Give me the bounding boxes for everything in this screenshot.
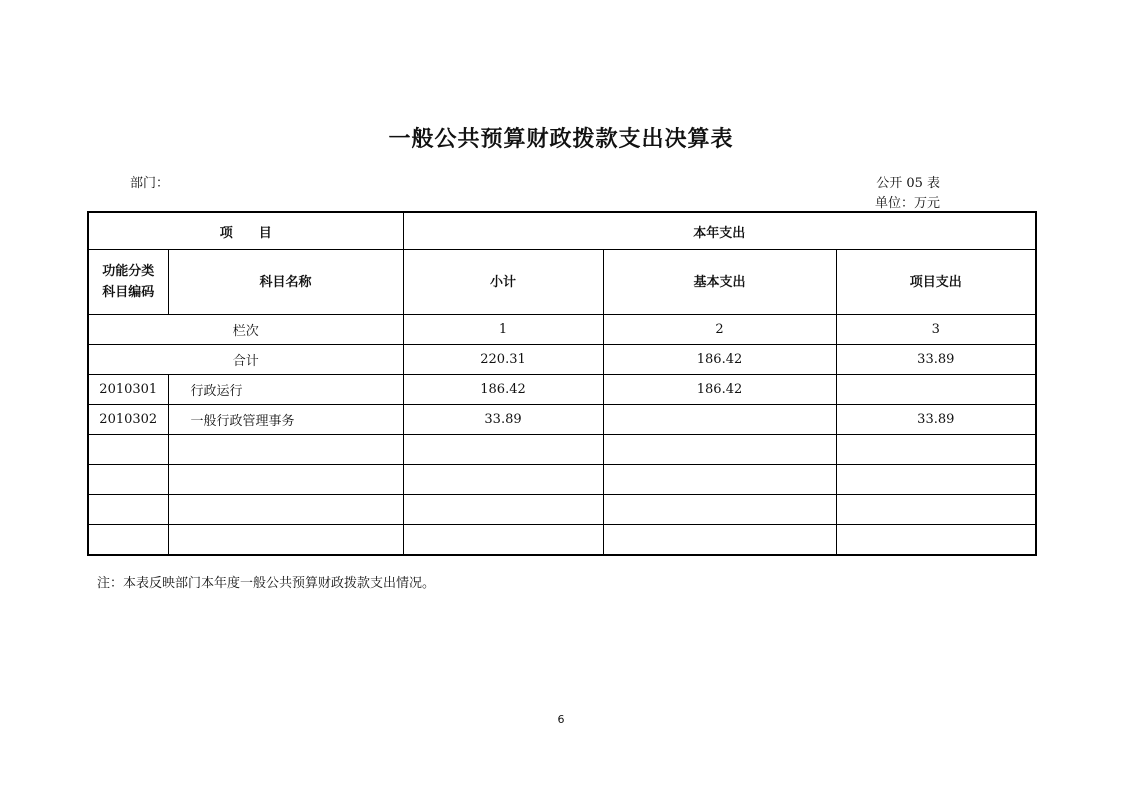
row-code: 2010302 — [88, 405, 168, 435]
column-index-2: 2 — [603, 315, 836, 345]
page-title: 一般公共预算财政拨款支出决算表 — [388, 127, 734, 152]
row-basic — [603, 435, 836, 465]
row-code: 2010301 — [88, 375, 168, 405]
group-header-row — [88, 212, 1036, 250]
page-number: 6 — [557, 713, 565, 726]
table-row — [88, 375, 1036, 405]
row-project — [836, 375, 1036, 405]
header-basic: 基本支出 — [603, 250, 836, 315]
row-code — [88, 465, 168, 495]
header-project: 项目支出 — [836, 250, 1036, 315]
form-number: 公开 05 表 — [876, 176, 940, 191]
total-subtotal: 220.31 — [403, 345, 603, 375]
table-row — [88, 495, 1036, 525]
header-item: 项 目 — [88, 212, 403, 250]
header-code-text: 功能分类 科目编码 — [102, 264, 155, 300]
row-code — [88, 525, 168, 556]
row-basic — [603, 495, 836, 525]
row-name — [168, 495, 403, 525]
row-name — [168, 465, 403, 495]
row-project: 33.89 — [836, 405, 1036, 435]
row-name: 行政运行 — [168, 375, 403, 405]
row-basic: 186.42 — [603, 375, 836, 405]
department-label: 部门： — [130, 176, 170, 191]
row-subtotal — [403, 495, 603, 525]
table-row — [88, 405, 1036, 435]
table-row — [88, 525, 1036, 556]
row-subtotal — [403, 525, 603, 556]
row-subtotal — [403, 465, 603, 495]
row-project — [836, 465, 1036, 495]
header-current-year: 本年支出 — [403, 212, 1036, 250]
row-project — [836, 525, 1036, 556]
total-label: 合计 — [88, 345, 403, 375]
column-header-row — [88, 250, 1036, 315]
row-name — [168, 525, 403, 556]
row-project — [836, 435, 1036, 465]
row-code — [88, 435, 168, 465]
table-row — [88, 435, 1036, 465]
row-subtotal: 33.89 — [403, 405, 603, 435]
total-basic: 186.42 — [603, 345, 836, 375]
column-index-3: 3 — [836, 315, 1036, 345]
column-index-label: 栏次 — [88, 315, 403, 345]
unit-label: 单位：万元 — [874, 196, 940, 211]
row-project — [836, 495, 1036, 525]
header-subtotal: 小计 — [403, 250, 603, 315]
total-row — [88, 345, 1036, 375]
header-code — [88, 250, 168, 315]
expenditure-table — [87, 211, 1037, 556]
header-name: 科目名称 — [168, 250, 403, 315]
column-index-1: 1 — [403, 315, 603, 345]
row-basic — [603, 405, 836, 435]
row-basic — [603, 525, 836, 556]
column-index-row — [88, 315, 1036, 345]
table-row — [88, 465, 1036, 495]
row-subtotal — [403, 435, 603, 465]
row-code — [88, 495, 168, 525]
row-basic — [603, 465, 836, 495]
row-subtotal: 186.42 — [403, 375, 603, 405]
row-name: 一般行政管理事务 — [168, 405, 403, 435]
row-name — [168, 435, 403, 465]
total-project: 33.89 — [836, 345, 1036, 375]
table-note: 注：本表反映部门本年度一般公共预算财政拨款支出情况。 — [97, 576, 436, 591]
